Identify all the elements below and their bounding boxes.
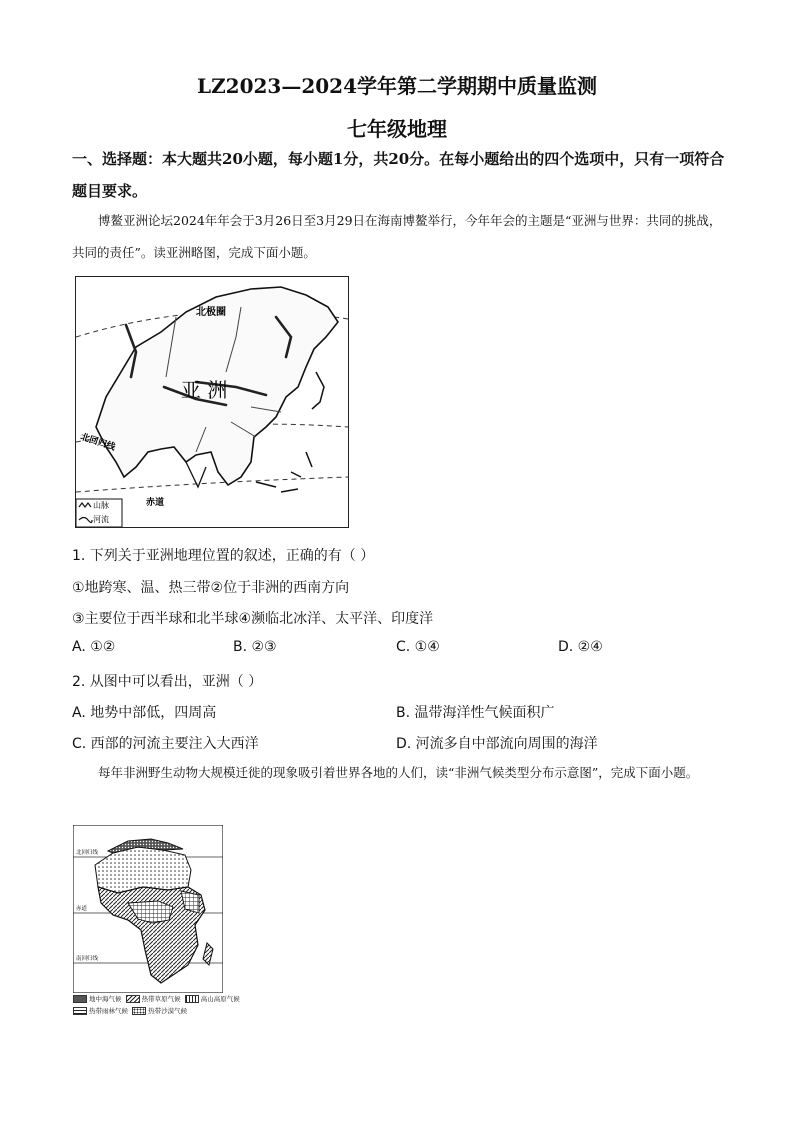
legend-highland-label: 高山高原气候 bbox=[200, 995, 240, 1003]
q1-line2: ③主要位于西半球和北半球④濒临北冰洋、太平洋、印度洋 bbox=[72, 611, 434, 627]
q2-option-c[interactable]: C. 西部的河流主要注入大西洋 bbox=[72, 736, 259, 752]
se-asia-islands bbox=[256, 452, 312, 492]
legend-desert-label: 热带沙漠气候 bbox=[148, 1007, 188, 1015]
tropic-cancer-label: 北回归线 bbox=[79, 432, 117, 453]
subject-title: 七年级地理 bbox=[347, 117, 447, 141]
legend-mediterranean-swatch bbox=[73, 995, 87, 1003]
africa-map-svg bbox=[73, 825, 223, 993]
exam-title: LZ2023—2024学年第二学期期中质量监测 bbox=[197, 74, 597, 98]
q1-line1: ①地跨寒、温、热三带②位于非洲的西南方向 bbox=[72, 580, 350, 596]
q1-option-b[interactable]: B. ②③ bbox=[233, 639, 277, 655]
legend-highland-swatch bbox=[185, 995, 199, 1003]
q2-option-a[interactable]: A. 地势中部低，四周高 bbox=[72, 705, 217, 721]
passage-asia: 博鳌亚洲论坛2024年年会于3月26日至3月29日在海南博鳌举行，今年年会的主题是“亚洲与世界：共同的挑战，共同的责任”。读亚洲略图，完成下面小题。 bbox=[72, 213, 722, 260]
q1-stem: 1. 下列关于亚洲地理位置的叙述，正确的有（ ） bbox=[72, 548, 375, 564]
q1-option-a[interactable]: A. ①② bbox=[72, 639, 116, 655]
africa-map bbox=[73, 825, 223, 993]
asia-label: 亚 洲 bbox=[181, 378, 228, 402]
arctic-circle-label: 北极圈 bbox=[196, 307, 226, 318]
legend-mountain-label: 山脉 bbox=[93, 501, 109, 510]
legend-savanna-label: 热带草原气候 bbox=[141, 995, 181, 1003]
q2-option-b[interactable]: B. 温带海洋性气候面积广 bbox=[396, 705, 555, 721]
q2-stem: 2. 从图中可以看出，亚洲（ ） bbox=[72, 674, 263, 690]
legend-savanna-swatch bbox=[126, 995, 140, 1003]
asia-map-svg bbox=[76, 277, 348, 527]
africa-equator-label: 赤道 bbox=[76, 906, 88, 912]
africa-tropic-cancer-label: 北回归线 bbox=[76, 850, 99, 856]
q2-option-d[interactable]: D. 河流多自中部流向周围的海洋 bbox=[396, 736, 598, 752]
japan-islands bbox=[312, 372, 324, 409]
africa-legend bbox=[73, 993, 273, 1017]
asia-map bbox=[75, 276, 349, 528]
legend-rainforest-label: 热带雨林气候 bbox=[89, 1007, 128, 1015]
africa-tropic-capricorn-label: 南回归线 bbox=[76, 956, 99, 962]
equator-label: 赤道 bbox=[146, 498, 165, 508]
q1-option-d[interactable]: D. ②④ bbox=[558, 639, 603, 655]
asia-map-legend bbox=[76, 499, 122, 527]
legend-desert-swatch bbox=[132, 1007, 146, 1015]
legend-rainforest-swatch bbox=[73, 1007, 87, 1015]
legend-river-label: 河流 bbox=[93, 515, 109, 524]
legend-mediterranean-label: 地中海气候 bbox=[89, 995, 122, 1003]
section-heading: 一、选择题：本大题共20小题，每小题1分，共20分。在每小题给出的四个选项中，只有一项符合题目要求。 bbox=[72, 150, 725, 200]
passage-africa: 每年非洲野生动物大规模迁徙的现象吸引着世界各地的人们，读“非洲气候类型分布示意图”，完成下面小题。 bbox=[98, 765, 699, 780]
equator-line bbox=[76, 477, 348, 492]
q1-option-c[interactable]: C. ①④ bbox=[396, 639, 440, 655]
